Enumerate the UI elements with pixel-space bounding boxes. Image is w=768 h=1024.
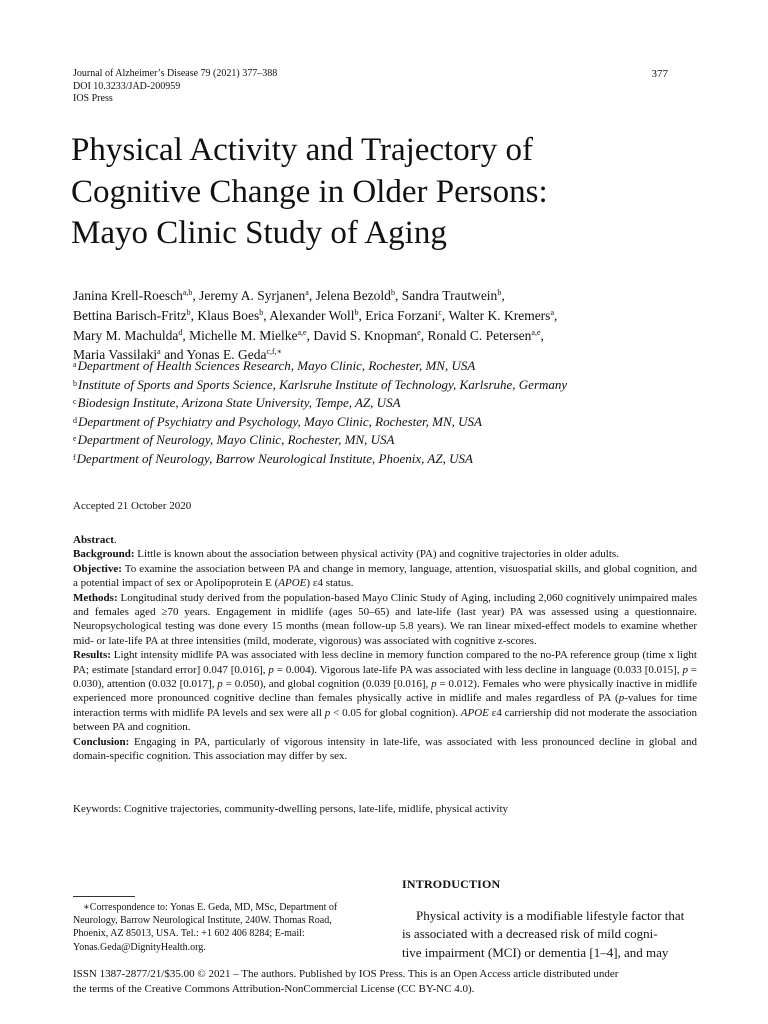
footnote-divider — [73, 896, 135, 897]
page-number: 377 — [651, 68, 668, 80]
journal-citation: Journal of Alzheimer’s Disease 79 (2021) 377–388 — [73, 68, 278, 79]
abstract-background: Background: Little is known about the association between physical activity (PA) and cognitive trajectories in older adults. — [73, 548, 619, 561]
affiliation: $^c$Biodesign Institute, Arizona State University, Tempe, AZ, USA — [73, 395, 401, 411]
affiliation: $^a$Department of Health Sciences Research, Mayo Clinic, Rochester, MN, USA — [73, 358, 476, 373]
abstract — [73, 533, 697, 764]
abstract-objective: Objective: To examine the association between PA and change in memory, language, attention, visuospatial skills, and global cognition, and a potential impact of sex or Apolipoprotein E (APOE) ε4 status. — [73, 562, 697, 590]
abstract-results: Results: Light intensity midlife PA was associated with less decline in memory function compared to the no-PA reference group (time x light PA; estimate [standard error] 0.047 [0.016], p = 0.004). Vigorous late-life PA was associated with less decline in language (0.033 [0.015], p = 0.030), attention (0.032 [0.017], p = 0.050), and global cognition (0.039 [0.016], p = 0.012). Females who were physically inactive in midlife experienced more pronounced cognitive decline than females physically active in midlife and males regardless of PA (p-values for time interaction terms with midlife PA levels and sex were all p < 0.05 for global cognition). APOE ε4 carriership did not moderate the association between PA and cognition. — [73, 649, 697, 734]
affiliation: $^b$Institute of Sports and Sports Science, Karlsruhe Institute of Technology, Karlsruhe, Germany — [73, 376, 568, 392]
journal-header — [73, 68, 277, 106]
author-line: Maria Vassilaki$^a$ and Yonas E. Geda$^{c,f,∗}$ — [73, 347, 283, 363]
author-list — [73, 286, 713, 365]
introduction-text: Physical activity is a modifiable lifestyle factor that is associated with a decreased risk of mild cogni- tive impairment (MCI) or dementia [1–4], and may — [402, 908, 685, 960]
affiliation: $^d$Department of Psychiatry and Psychology, Mayo Clinic, Rochester, MN, USA — [73, 413, 483, 429]
author-line: Janina Krell-Roesch$^{a,b}$, Jeremy A. Syrjanen$^a$, Jelena Bezold$^b$, Sandra Trautwein$^b$, — [73, 288, 505, 303]
keywords: Keywords: Cognitive trajectories, community-dwelling persons, late-life, midlife, physical activity — [73, 803, 509, 815]
abstract-conclusion: Conclusion: Engaging in PA, particularly of vigorous intensity in late-life, was associated with less pronounced decline in global and domain-specific cognition. This association may differ by sex. — [73, 735, 697, 763]
license-notice: ISSN 1387-2877/21/$35.00 © 2021 – The authors. Published by IOS Press. This is an Open Access article distributed under the terms of the Creative Commons Attribution-NonCommercial License (CC BY-NC 4.0). — [73, 968, 619, 995]
section-heading-introduction: INTRODUCTION — [402, 877, 501, 891]
journal-doi: DOI 10.3233/JAD-200959 — [73, 80, 181, 92]
affiliation: $^f$Department of Neurology, Barrow Neurological Institute, Phoenix, AZ, USA — [73, 450, 473, 466]
author-line: Mary M. Machulda$^d$, Michelle M. Mielke$^{a,e}$, David S. Knopman$^e$, Ronald C. Petersen$^{a,e}$, — [73, 327, 544, 343]
paper-title: Physical Activity and Trajectory of Cognitive Change in Older Persons: Mayo Clinic Study of Aging — [71, 132, 548, 251]
author-line: Bettina Barisch-Fritz$^b$, Klaus Boes$^b$, Alexander Woll$^b$, Erica Forzani$^c$, Walter K. Kremers$^a$, — [73, 307, 558, 323]
affiliation: $^e$Department of Neurology, Mayo Clinic, Rochester, MN, USA — [73, 432, 395, 448]
abstract-methods: Methods: Longitudinal study derived from the population-based Mayo Clinic Study of Aging, including 2,060 cognitively unimpaired males and females aged ≥70 years. Engagement in midlife (ages 50–65) and late-life (last year) PA was assessed using a questionnaire. Neuropsychological testing was done every 15 months (mean follow-up 5.8 years). We ran linear mixed-effect models to examine whether mid- or late-life PA at three intensities (mild, moderate, vigorous) was associated with cognitive z-scores. — [73, 591, 698, 647]
accepted-date: Accepted 21 October 2020 — [73, 500, 192, 512]
affiliation-list — [73, 357, 567, 469]
abstract-heading: Abstract. — [73, 534, 117, 546]
journal-publisher: IOS Press — [73, 93, 113, 104]
correspondence-footnote: ∗Correspondence to: Yonas E. Geda, MD, MSc, Department of Neurology, Barrow Neurological Institute, 240W. Thomas Road, Phoenix, AZ 85013, USA. Tel.: +1 602 406 8284; E-mail: Yonas.Geda@DignityHealth.org. — [73, 902, 338, 953]
